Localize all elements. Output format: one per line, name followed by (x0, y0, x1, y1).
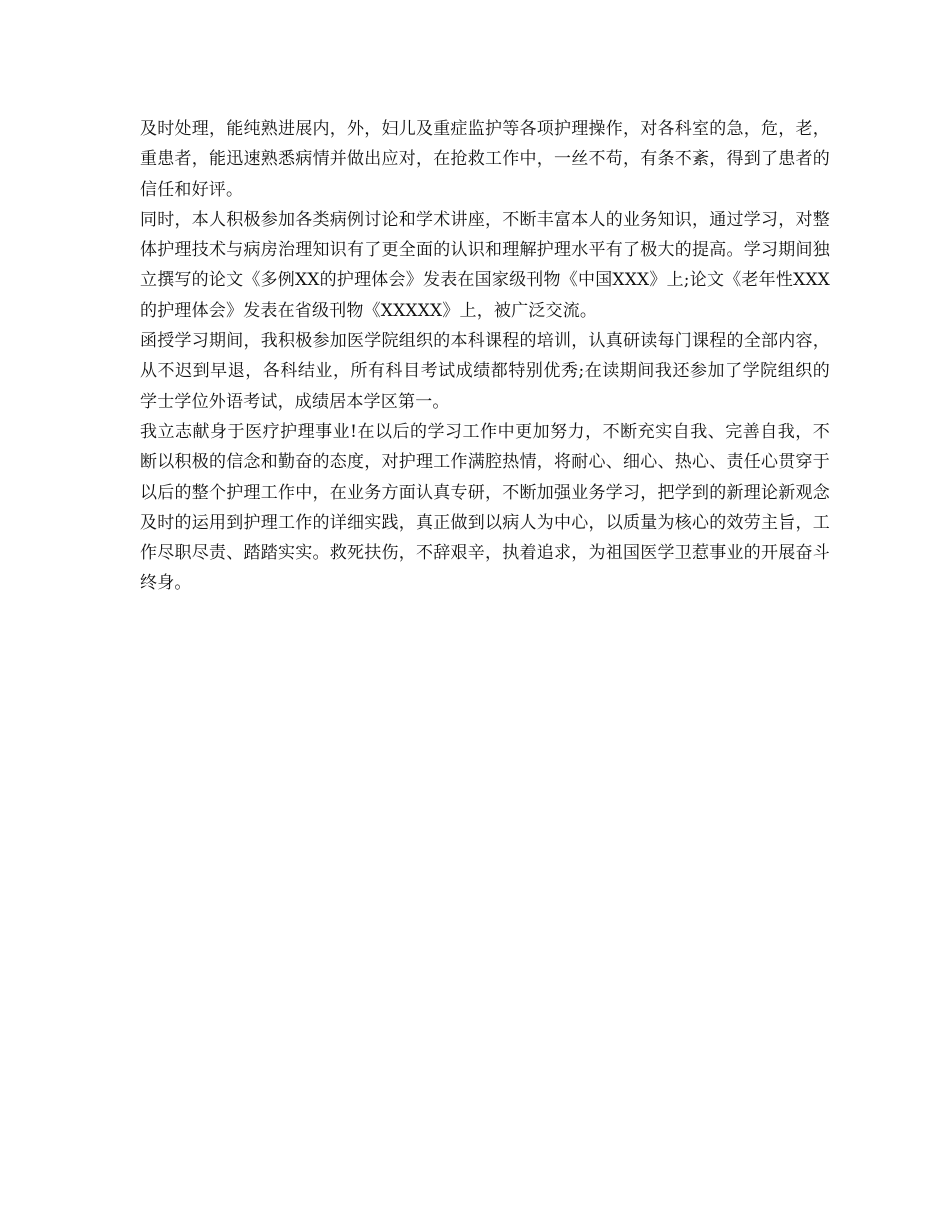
paragraph-1: 及时处理，能纯熟进展内，外，妇儿及重症监护等各项护理操作，对各科室的急，危，老，重患者，能迅速熟悉病情并做出应对，在抢救工作中，一丝不苟，有条不紊，得到了患者的信任和好评。 (140, 119, 830, 200)
paragraph-2: 同时，本人积极参加各类病例讨论和学术讲座，不断丰富本人的业务知识，通过学习，对整体护理技术与病房治理知识有了更全面的认识和理解护理水平有了极大的提高。学习期间独立撰写的论文《多例XX的护理体会》发表在国家级刊物《中国XXX》上;论文《老年性XXX的护理体会》发表在省级刊物《XXXXX》上，被广泛交流。 (140, 209, 830, 321)
document-body (140, 114, 830, 599)
paragraph-3: 函授学习期间，我积极参加医学院组织的本科课程的培训，认真研读每门课程的全部内容，从不迟到早退，各科结业，所有科目考试成绩都特别优秀;在读期间我还参加了学院组织的学士学位外语考试，成绩居本学区第一。 (140, 331, 830, 412)
paragraph-4: 我立志献身于医疗护理事业!在以后的学习工作中更加努力，不断充实自我、完善自我，不断以积极的信念和勤奋的态度，对护理工作满腔热情，将耐心、细心、热心、责任心贯穿于以后的整个护理工作中，在业务方面认真专研，不断加强业务学习，把学到的新理论新观念及时的运用到护理工作的详细实践，真正做到以病人为中心，以质量为核心的效劳主旨，工作尽职尽责、踏踏实实。救死扶伤，不辞艰辛，执着追求，为祖国医学卫惹事业的开展奋斗终身。 (140, 421, 830, 594)
